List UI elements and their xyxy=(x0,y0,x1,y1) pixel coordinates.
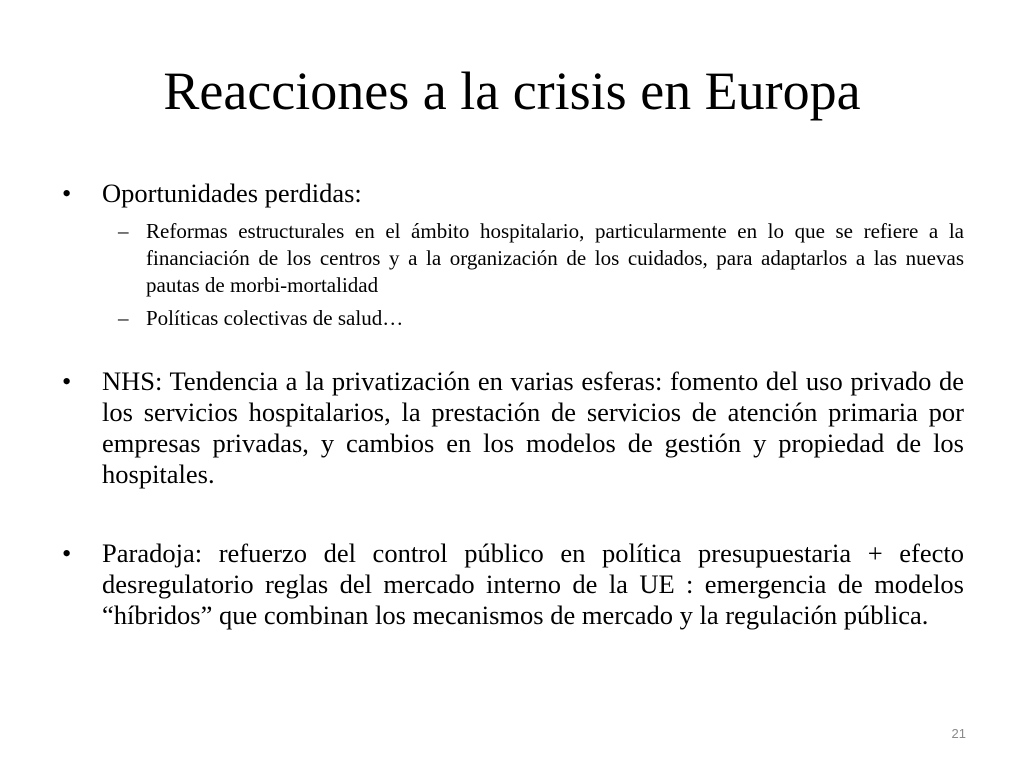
sub-bullet-politicas xyxy=(62,305,964,332)
bullet-nhs xyxy=(62,366,964,490)
slide-content xyxy=(62,178,964,631)
bullet-dot-icon: • xyxy=(62,178,72,208)
sub-bullet-text: Reformas estructurales en el ámbito hospitalario, particularmente en lo que se refiere a la financiación de los centros y a la organización de los cuidados, para adaptarlos a las nuevas pautas de morbi-mortalidad xyxy=(146,219,964,297)
bullet-paradoja xyxy=(62,538,964,631)
sub-bullet-text: Políticas colectivas de salud… xyxy=(146,306,404,330)
bullet-text: Paradoja: refuerzo del control público en política presupuestaria + efecto desregulatorio reglas del mercado interno de la UE : emergencia de modelos “híbridos” que combinan los mecanismos de mercado y la regulación pública. xyxy=(102,538,964,630)
sub-list-oportunidades xyxy=(62,218,964,332)
sub-bullet-reformas xyxy=(62,218,964,299)
bullet-oportunidades xyxy=(62,178,964,209)
dash-icon: – xyxy=(118,306,129,330)
slide-title: Reacciones a la crisis en Europa xyxy=(163,61,861,121)
dash-icon: – xyxy=(118,219,129,243)
page-number: 21 xyxy=(951,726,966,741)
bullet-dot-icon: • xyxy=(62,366,72,396)
bullet-dot-icon: • xyxy=(62,538,72,568)
bullet-text: NHS: Tendencia a la privatización en varias esferas: fomento del uso privado de los servicios hospitalarios, la prestación de servicios de atención primaria por empresas privadas, y cambios en los modelos de gestión y propiedad de los hospitales. xyxy=(102,366,964,489)
bullet-text: Oportunidades perdidas: xyxy=(102,178,362,208)
